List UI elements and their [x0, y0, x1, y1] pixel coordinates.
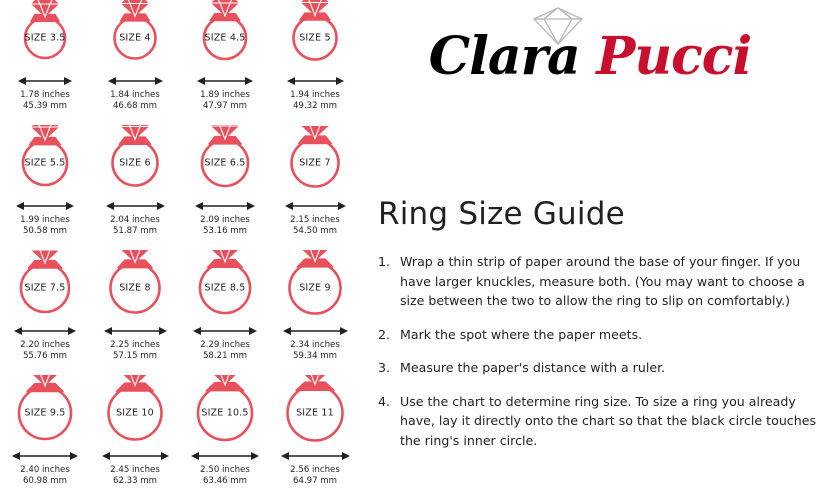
- ring-measurement: [0, 465, 90, 486]
- diameter-arrow-icon: [180, 201, 270, 211]
- ring-illustration: [180, 375, 270, 447]
- ring-measurement-mm: 54.50 mm: [292, 225, 338, 236]
- ring-measurement: [90, 215, 180, 236]
- ring-size-cell[interactable]: [90, 125, 180, 244]
- ring-measurement-mm: 45.39 mm: [22, 100, 68, 111]
- ring-size-cell[interactable]: [180, 375, 270, 494]
- diameter-arrow-icon: [0, 326, 90, 336]
- ring-measurement: [90, 465, 180, 486]
- ring-illustration: [0, 0, 90, 72]
- ring-measurement: [180, 340, 270, 361]
- ring-size-label: SIZE 4: [119, 32, 151, 44]
- ring-measurement: [180, 215, 270, 236]
- ring-measurement: [0, 340, 90, 361]
- guide-step: [378, 325, 833, 345]
- diameter-arrow-icon: [90, 451, 180, 461]
- ring-illustration: [180, 125, 270, 197]
- ring-measurement-inches: 2.25 inches: [110, 340, 160, 350]
- ring-measurement-mm: 49.32 mm: [292, 100, 338, 111]
- ring-measurement-inches: 2.45 inches: [110, 465, 160, 475]
- guide-step-number: 4.: [378, 393, 391, 409]
- ring-measurement: [270, 465, 360, 486]
- diameter-arrow-icon: [0, 76, 90, 86]
- ring-measurement-mm: 64.97 mm: [292, 475, 338, 486]
- ring-measurement-inches: 2.15 inches: [290, 215, 340, 225]
- diameter-arrow-icon: [180, 326, 270, 336]
- diameter-arrow-icon: [90, 201, 180, 211]
- guide-step-text: Use the chart to determine ring size. To size a ring you already have, lay it directly onto the chart so that the black circle touches the ring's inner circle.: [400, 393, 817, 448]
- ring-size-chart: [0, 0, 360, 501]
- brand-name-first: Clara: [428, 26, 580, 87]
- ring-size-cell[interactable]: [180, 250, 270, 369]
- ring-illustration: [0, 250, 90, 322]
- ring-measurement-mm: 58.21 mm: [202, 350, 248, 361]
- ring-measurement-inches: 2.40 inches: [20, 465, 70, 475]
- ring-illustration: [180, 250, 270, 322]
- ring-illustration: [90, 125, 180, 197]
- ring-measurement: [180, 90, 270, 111]
- ring-measurement: [90, 340, 180, 361]
- guide-panel: [370, 0, 839, 501]
- guide-step: [378, 252, 833, 311]
- ring-size-label: SIZE 3.5: [24, 32, 66, 44]
- ring-illustration: [270, 125, 360, 197]
- ring-size-label: SIZE 9: [299, 282, 331, 294]
- ring-size-cell[interactable]: [0, 250, 90, 369]
- ring-measurement-mm: 60.98 mm: [22, 475, 68, 486]
- ring-size-cell[interactable]: [0, 125, 90, 244]
- diameter-arrow-icon: [180, 76, 270, 86]
- guide-step: [378, 392, 833, 451]
- ring-measurement-inches: 1.89 inches: [200, 90, 250, 100]
- ring-size-label: SIZE 4.5: [204, 32, 246, 44]
- ring-measurement: [0, 215, 90, 236]
- ring-illustration: [180, 0, 270, 72]
- ring-illustration: [0, 375, 90, 447]
- ring-measurement: [270, 340, 360, 361]
- diameter-arrow-icon: [270, 201, 360, 211]
- ring-measurement-mm: 59.34 mm: [292, 350, 338, 361]
- ring-size-cell[interactable]: [180, 125, 270, 244]
- ring-size-cell[interactable]: [90, 250, 180, 369]
- ring-measurement-mm: 51.87 mm: [112, 225, 158, 236]
- ring-size-label: SIZE 7: [299, 157, 331, 169]
- ring-measurement-inches: 2.50 inches: [200, 465, 250, 475]
- ring-measurement-inches: 2.56 inches: [290, 465, 340, 475]
- brand-wordmark: [380, 28, 800, 86]
- ring-size-label: SIZE 6.5: [204, 157, 246, 169]
- guide-step-number: 2.: [378, 326, 391, 342]
- ring-measurement-inches: 1.78 inches: [20, 90, 70, 100]
- ring-size-label: SIZE 5.5: [24, 157, 66, 169]
- ring-measurement-mm: 50.58 mm: [22, 225, 68, 236]
- ring-illustration: [90, 250, 180, 322]
- ring-measurement-mm: 53.16 mm: [202, 225, 248, 236]
- ring-measurement-inches: 2.29 inches: [200, 340, 250, 350]
- ring-size-label: SIZE 5: [299, 32, 331, 44]
- ring-measurement-mm: 55.76 mm: [22, 350, 68, 361]
- ring-size-cell[interactable]: [270, 375, 360, 494]
- ring-size-label: SIZE 10.5: [201, 407, 249, 419]
- guide-step-number: 3.: [378, 360, 391, 375]
- ring-illustration: [270, 0, 360, 72]
- ring-size-label: SIZE 10: [116, 407, 154, 419]
- guide-steps: [378, 252, 833, 464]
- ring-measurement-inches: 2.34 inches: [290, 340, 340, 350]
- diameter-arrow-icon: [90, 326, 180, 336]
- guide-step: [378, 358, 833, 378]
- diameter-arrow-icon: [270, 451, 360, 461]
- ring-size-cell[interactable]: [0, 375, 90, 494]
- diameter-arrow-icon: [0, 201, 90, 211]
- ring-size-cell[interactable]: [0, 0, 90, 119]
- ring-measurement-mm: 62.33 mm: [112, 475, 158, 486]
- ring-measurement-inches: 2.04 inches: [110, 215, 160, 225]
- ring-size-cell[interactable]: [270, 250, 360, 369]
- ring-measurement: [270, 90, 360, 111]
- ring-measurement-mm: 46.68 mm: [112, 100, 158, 111]
- diameter-arrow-icon: [270, 326, 360, 336]
- ring-size-cell[interactable]: [90, 375, 180, 494]
- ring-illustration: [270, 250, 360, 322]
- diameter-arrow-icon: [0, 451, 90, 461]
- guide-step-text: Mark the spot where the paper meets.: [400, 326, 643, 342]
- ring-measurement: [0, 90, 90, 111]
- guide-step-number: 1.: [378, 254, 391, 269]
- ring-illustration: [90, 0, 180, 72]
- ring-size-label: SIZE 6: [119, 157, 151, 169]
- ring-measurement-inches: 1.99 inches: [20, 215, 70, 225]
- ring-size-cell[interactable]: [90, 0, 180, 119]
- ring-size-label: SIZE 9.5: [24, 407, 66, 419]
- ring-measurement: [270, 215, 360, 236]
- ring-measurement-mm: 63.46 mm: [202, 475, 248, 486]
- ring-size-cell[interactable]: [270, 0, 360, 119]
- ring-measurement-inches: 2.09 inches: [200, 215, 250, 225]
- ring-size-label: SIZE 8.5: [204, 282, 246, 294]
- ring-size-cell[interactable]: [180, 0, 270, 119]
- guide-step-text: Wrap a thin strip of paper around the base of your finger. If you have larger knuckles, measure both. (You may want to choose a size between the two to allow the ring to slip on comfortably.): [400, 254, 805, 308]
- ring-measurement-mm: 57.15 mm: [112, 350, 158, 361]
- page-title: Ring Size Guide: [378, 196, 625, 232]
- ring-size-label: SIZE 7.5: [24, 282, 66, 294]
- guide-step-text: Measure the paper's distance with a ruler.: [400, 360, 666, 375]
- ring-size-label: SIZE 11: [296, 407, 334, 419]
- ring-measurement-inches: 1.94 inches: [290, 90, 340, 100]
- diameter-arrow-icon: [270, 76, 360, 86]
- ring-measurement-inches: 2.20 inches: [20, 340, 70, 350]
- ring-illustration: [270, 375, 360, 447]
- ring-measurement-mm: 47.97 mm: [202, 100, 248, 111]
- ring-measurement-inches: 1.84 inches: [110, 90, 160, 100]
- brand-logo: [380, 4, 800, 104]
- ring-illustration: [0, 125, 90, 197]
- ring-measurement: [180, 465, 270, 486]
- ring-size-label: SIZE 8: [119, 282, 151, 294]
- diameter-arrow-icon: [180, 451, 270, 461]
- ring-size-cell[interactable]: [270, 125, 360, 244]
- diameter-arrow-icon: [90, 76, 180, 86]
- brand-name-second: Pucci: [596, 26, 752, 87]
- ring-illustration: [90, 375, 180, 447]
- ring-measurement: [90, 90, 180, 111]
